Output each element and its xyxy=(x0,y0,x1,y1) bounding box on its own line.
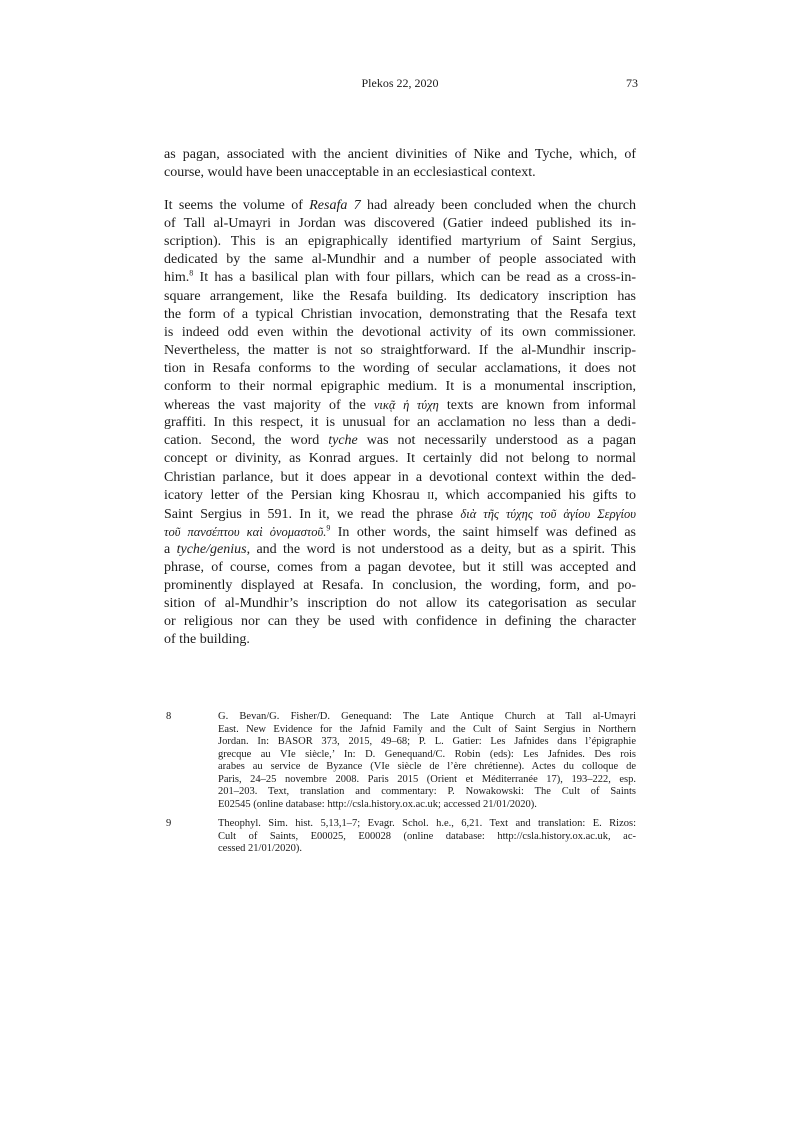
text-span: concept or divinity, as Konrad argues. It certainly did not belong to normal xyxy=(164,451,636,467)
text-span: Nevertheless, the matter is not so straightforward. If the al-Mundhir inscrip- xyxy=(164,342,636,358)
text-span: dedicated by the same al-Mundhir and a number of people associated with xyxy=(164,252,636,268)
footnote-number: 8 xyxy=(166,711,172,722)
body-line xyxy=(164,164,636,182)
body-line xyxy=(164,396,636,414)
footnote-number: 9 xyxy=(166,818,172,829)
text-span: had already been concluded when the church xyxy=(360,198,636,213)
text-span: as pagan, associated with the ancient divinities of Nike and Tyche, which, of xyxy=(164,147,636,162)
text-span: conform to their normal epigraphic medium. It is a monumental inscription, xyxy=(164,379,636,394)
body-line xyxy=(164,197,636,215)
footnote-line: 201–203. Text, translation and commentary: P. Nowakowski: The Cult of Saints xyxy=(218,786,636,797)
body-line xyxy=(164,233,636,251)
body-line xyxy=(164,251,636,269)
text-span: icatory letter of the Persian king Khosrau xyxy=(164,487,428,503)
footnote-reference: 8 xyxy=(189,268,194,278)
body-line xyxy=(164,269,636,287)
text-span: II xyxy=(427,490,435,502)
body-line xyxy=(164,631,636,649)
body-line xyxy=(164,414,636,432)
body-line xyxy=(164,523,636,541)
text-span: It seems the volume of xyxy=(164,198,310,213)
footnote-line: Cult of Saints, E00025, E00028 (online database: http://csla.history.ox.ac.uk, ac- xyxy=(218,830,636,842)
text-span: cation. Second, the word xyxy=(164,433,329,449)
text-span: of the building. xyxy=(164,632,250,648)
text-span: Christian parlance, but it does appear in a devotional context within the ded- xyxy=(164,469,636,485)
page-number: 73 xyxy=(626,76,638,90)
body-line xyxy=(164,342,636,360)
footnote-line: cessed 21/01/2020). xyxy=(218,843,302,854)
body-line xyxy=(164,378,636,396)
body-line xyxy=(164,559,636,577)
body-line xyxy=(164,487,636,505)
text-span: him. xyxy=(164,270,190,286)
body-line xyxy=(164,432,636,450)
footnote-reference: 9 xyxy=(326,523,331,533)
body-line xyxy=(164,577,636,595)
footnote-line: arabes au service de Byzance (VIe siècle de l’ère chrétienne). Actes du colloque de xyxy=(218,761,636,772)
text-span: It has a basilical plan with four pillars, which can be read as a cross-in- xyxy=(193,270,636,286)
body-line xyxy=(164,215,636,233)
text-span: phrase, of course, comes from a pagan devotee, but it still was accepted and xyxy=(164,560,636,575)
body-line xyxy=(164,469,636,487)
text-span: , which accompanied his gifts to xyxy=(434,487,636,503)
greek-text: διὰ τῆς τύχης τοῦ ἁγίου Σεργίου xyxy=(460,506,636,521)
text-span: course, would have been unacceptable in an ecclesiastical context. xyxy=(164,165,536,181)
body-line xyxy=(164,288,636,306)
text-span: of Tall al-Umayri in Jordan was discovered (Gatier indeed published its in- xyxy=(164,216,636,232)
body-line xyxy=(164,450,636,468)
text-span: , and the word is not understood as a deity, but as a spirit. This xyxy=(246,541,636,557)
body-line xyxy=(164,613,636,631)
running-header-title: Plekos 22, 2020 xyxy=(361,76,439,90)
body-line xyxy=(164,595,636,613)
footnote-line: Theophyl. Sim. hist. 5,13,1–7; Evagr. Schol. h.e., 6,21. Text and translation: E. Rizos: xyxy=(218,818,636,829)
text-span: a xyxy=(164,541,177,557)
body-line xyxy=(164,505,636,523)
text-span: In other words, the saint himself was defined as xyxy=(330,524,636,540)
text-span: tion in Resafa conforms to the wording of secular acclamations, it does not xyxy=(164,360,636,376)
text-span: square arrangement, like the Resafa building. Its dedicatory inscription has xyxy=(164,288,636,304)
footnote-line: Paris, 24–25 novembre 2008. Paris 2015 (Orient et Méditerranée 17), 193–222, esp. xyxy=(218,773,636,785)
footnote-line: Jordan. In: BASOR 373, 2015, 49–68; P. L. Gatier: Les Jafnides dans l’épigraphie xyxy=(218,736,636,747)
text-span: graffiti. In this respect, it is unusual for an acclamation no less than a dedi- xyxy=(164,415,636,431)
body-line xyxy=(164,146,636,164)
text-span: the form of a typical Christian invocation, demonstrating that the Resafa text xyxy=(164,306,636,322)
text-span: is indeed odd even within the devotional activity of its own commissioner. xyxy=(164,324,636,340)
text-span: tyche/genius xyxy=(176,541,247,557)
text-span: whereas the vast majority of the xyxy=(164,398,374,414)
text-span: or religious nor can they be used with confidence in defining the character xyxy=(164,614,636,630)
footnote-line: grecque au VIe siècle,’ In: D. Genequand/C. Robin (eds): Les Jafnides. Des rois xyxy=(218,748,636,760)
body-line xyxy=(164,360,636,378)
body-line xyxy=(164,324,636,342)
greek-text: τοῦ πανσέπτου καὶ ὀνομαστοῦ. xyxy=(164,524,327,539)
text-span: prominently displayed at Resafa. In conclusion, the wording, form, and po- xyxy=(164,578,636,594)
text-span: Resafa 7 xyxy=(309,198,361,213)
text-span: Saint Sergius in 591. In it, we read the phrase xyxy=(164,506,461,522)
footnote-line: East. New Evidence for the Jafnid Family and the Cult of Saint Sergius in Northern xyxy=(218,723,636,735)
text-span: sition of al-Mundhir’s inscription do not allow its categorisation as secular xyxy=(164,596,636,612)
text-span: scription). This is an epigraphically identified martyrium of Saint Sergius, xyxy=(164,234,636,250)
body-line xyxy=(164,306,636,324)
body-line xyxy=(164,541,636,559)
text-span: texts are known from informal xyxy=(438,398,637,414)
text-span: tyche xyxy=(328,433,358,449)
footnote-line: E02545 (online database: http://csla.history.ox.ac.uk; accessed 21/01/2020). xyxy=(218,798,537,810)
text-span: was not necessarily understood as a pagan xyxy=(357,433,637,449)
footnote-line: G. Bevan/G. Fisher/D. Genequand: The Late Antique Church at Tall al-Umayri xyxy=(218,711,636,722)
greek-text: νικᾷ ἡ τύχη xyxy=(373,398,439,413)
